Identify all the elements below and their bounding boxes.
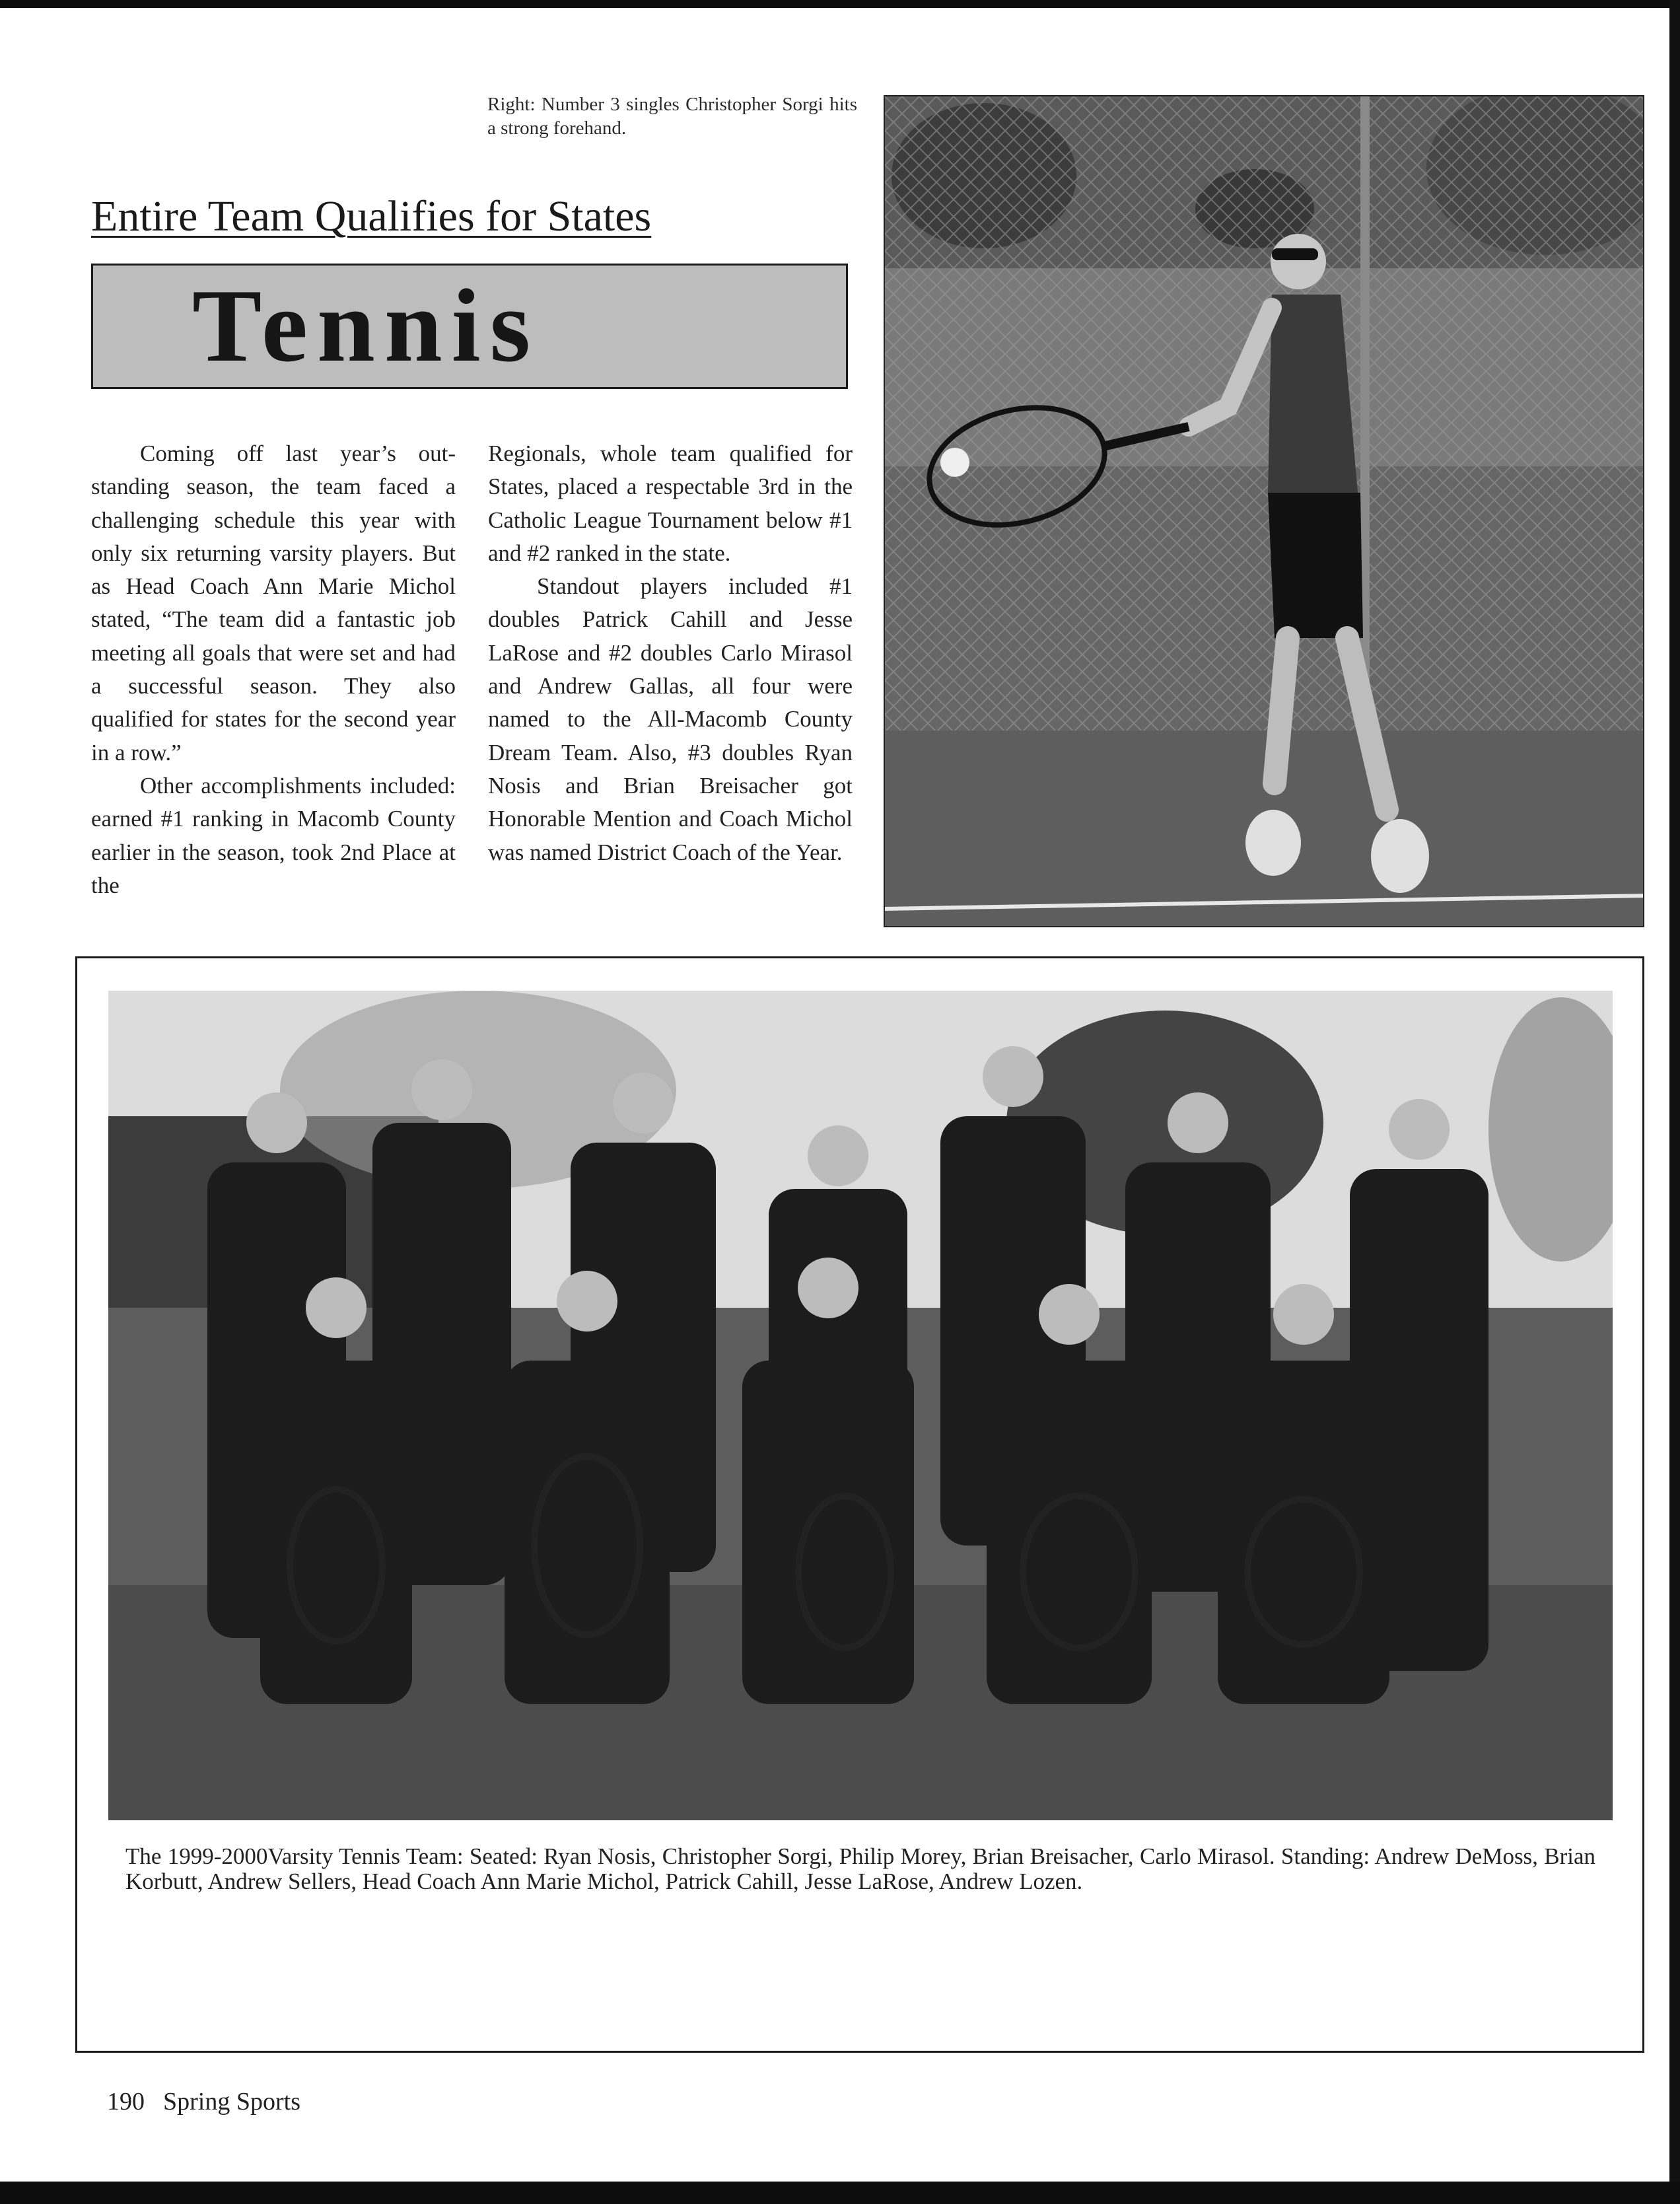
scan-border-bottom	[0, 2182, 1680, 2204]
scan-border-right	[1669, 0, 1680, 2204]
page-footer	[107, 2087, 300, 2116]
section-title: Tennis	[192, 268, 540, 384]
page-number: 190	[107, 2088, 145, 2115]
action-photo-illustration	[885, 96, 1644, 927]
headline: Entire Team Qualifies for States	[91, 192, 652, 240]
team-photo	[108, 991, 1613, 1820]
section-name: Spring Sports	[163, 2088, 300, 2115]
section-title-banner	[91, 264, 848, 389]
article-column-right	[488, 437, 853, 869]
article-paragraph: Regionals, whole team qualified for States, placed a respectable 3rd in the Catholic League Tournament below #1 and #2 ranked in the state.	[488, 441, 853, 566]
team-photo-illustration	[108, 991, 1613, 1820]
action-photo	[884, 95, 1644, 927]
article-paragraph: Standout players included #1 doubles Patrick Cahill and Jesse LaRose and #2 doubles Carlo Mirasol and Andrew Gallas, all four were named to the All-Macomb County Dream Team. Also, #3 doubles Ryan Nosis and Brian Breisacher got Honorable Mention and Coach Michol was named District Coach of the Year.	[488, 573, 853, 865]
article-paragraph: Coming off last year’s outstanding season, the team faced a challenging schedule this year with only six returning varsity players. But as Head Coach Ann Marie Michol stated, “The team did a fantastic job meeting all goals that were set and had a successful season. They also qualified for states for the second year in a row.”	[91, 441, 456, 765]
scan-border-top	[0, 0, 1680, 8]
team-photo-caption: The 1999-2000Varsity Tennis Team: Seated: Ryan Nosis, Christopher Sorgi, Philip Morey, Brian Breisacher, Carlo Mirasol. Standing: Andrew DeMoss, Brian Korbutt, Andrew Sellers, Head Coach Ann Marie Michol, Patrick Cahill, Jesse LaRose, Andrew Lozen.	[125, 1843, 1595, 1894]
action-photo-caption: Right: Number 3 singles Christopher Sorgi hits a strong forehand.	[487, 94, 857, 139]
article-column-left	[91, 437, 456, 902]
article-paragraph: Other accomplishments included: earned #1 ranking in Macomb County earlier in the season, took 2nd Place at the	[91, 772, 456, 898]
